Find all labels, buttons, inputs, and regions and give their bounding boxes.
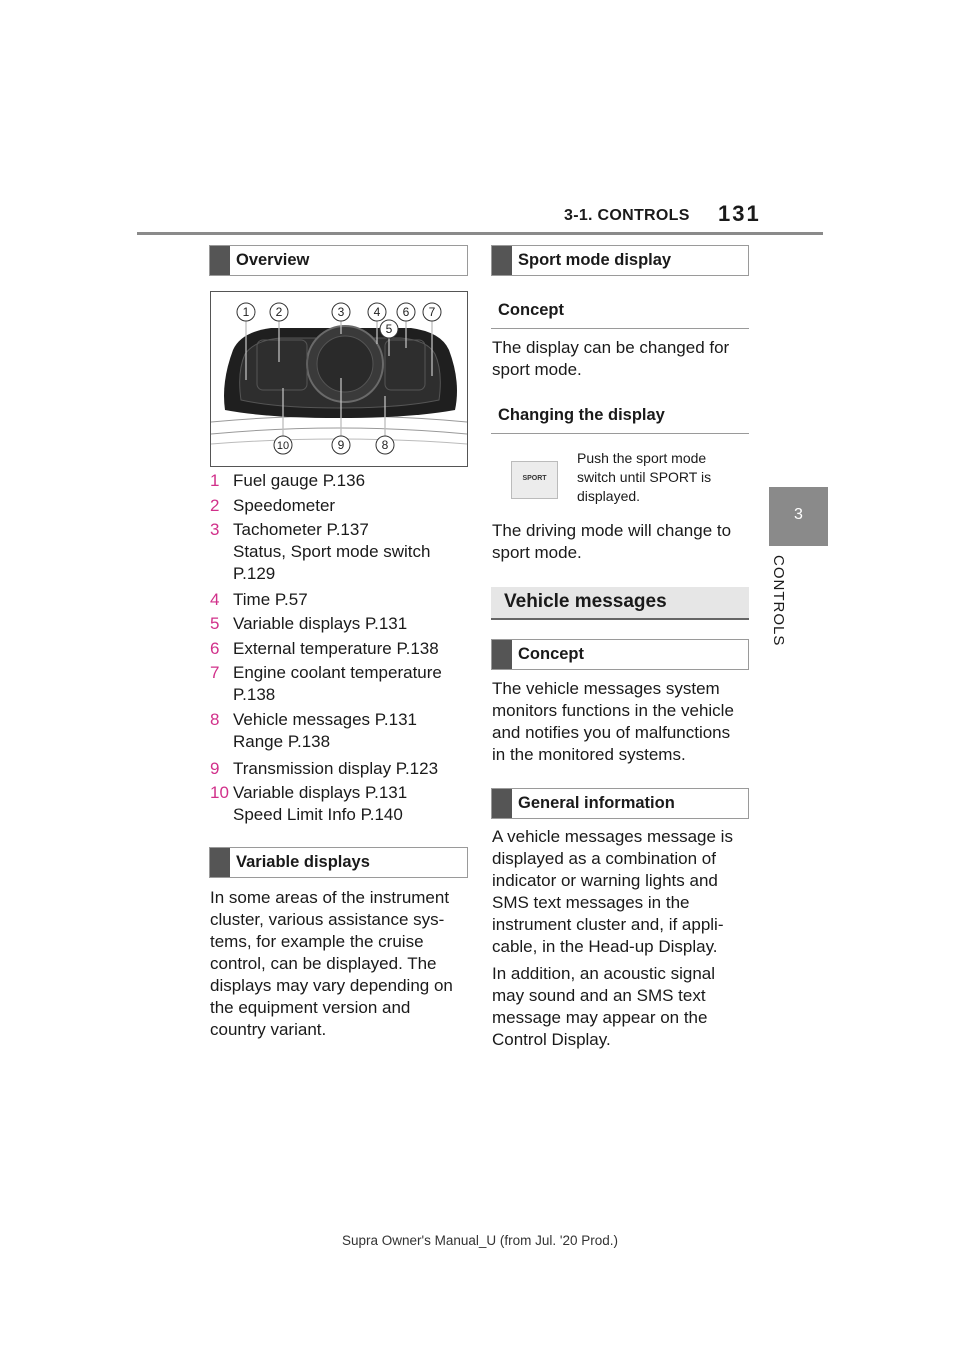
legend-number: 10 — [210, 783, 229, 802]
cluster-drawing — [211, 292, 467, 466]
instrument-cluster-illustration — [210, 291, 468, 467]
legend-label: Vehicle messages P.131 Range P.138 — [233, 710, 417, 751]
legend-number: 6 — [210, 639, 220, 658]
sport-switch-icon — [511, 461, 558, 499]
legend-label: Transmission display P.123 — [233, 759, 439, 778]
page-footer: Supra Owner's Manual_U (from Jul. '20 Prod.) — [341, 1233, 618, 1248]
overview-heading: Overview — [209, 245, 468, 276]
legend-number: 5 — [210, 614, 220, 633]
legend-number: 9 — [210, 759, 220, 778]
vehicle-messages-concept-heading: Concept — [491, 639, 749, 670]
legend-number: 2 — [210, 496, 220, 515]
callout-10: 10 — [276, 440, 290, 452]
sport-mode-heading: Sport mode display — [491, 245, 749, 276]
callout-1: 1 — [242, 305, 250, 319]
legend-label: External temperature P.138 — [233, 639, 439, 658]
legend-number: 7 — [210, 663, 220, 682]
callout-5: 5 — [385, 322, 393, 336]
concept-subheading: Concept — [498, 301, 564, 319]
header-rule — [137, 232, 823, 235]
legend-label: Time P.57 — [233, 590, 308, 609]
callout-4: 4 — [373, 305, 381, 319]
general-information-heading: General information — [491, 788, 749, 819]
chapter-tab-label: CONTROLS — [770, 555, 787, 647]
legend-label: Variable displays P.131 — [233, 614, 408, 633]
legend-number: 4 — [210, 590, 220, 609]
vehicle-messages-heading: Vehicle messages — [491, 587, 749, 620]
legend-number: 1 — [210, 471, 220, 490]
variable-displays-text: In some areas of the instrument cluster, various assistance sys- tems, for example the cruise control, can be displayed. The displays may vary depending on the equipment version and country variant. — [210, 888, 453, 1039]
legend-label: Fuel gauge P.136 — [233, 471, 366, 490]
legend-label: Engine coolant temperature P.138 — [233, 663, 442, 704]
legend-number: 8 — [210, 710, 220, 729]
driving-mode-text: The driving mode will change to sport mode. — [492, 521, 732, 562]
callout-3: 3 — [337, 305, 345, 319]
callout-6: 6 — [402, 305, 410, 319]
callout-8: 8 — [381, 438, 389, 452]
changing-display-rule — [491, 433, 749, 434]
callout-9: 9 — [337, 438, 345, 452]
legend-label: Tachometer P.137 Status, Sport mode switch P.129 — [233, 520, 431, 583]
push-instructions: Push the sport mode switch until SPORT is displayed. — [577, 450, 712, 504]
changing-display-subheading: Changing the display — [498, 406, 665, 424]
legend-label: Variable displays P.131 Speed Limit Info P.140 — [233, 783, 408, 824]
concept-text: The display can be changed for sport mode. — [492, 338, 730, 379]
vehicle-messages-concept-text: The vehicle messages system monitors functions in the vehicle and notifies you of malfunctions in the monitored systems. — [492, 679, 734, 764]
variable-displays-heading: Variable displays — [209, 847, 468, 878]
callout-7: 7 — [428, 305, 436, 319]
callout-2: 2 — [275, 305, 283, 319]
concept-rule — [491, 328, 749, 329]
section-title: 3-1. CONTROLS — [564, 207, 690, 224]
chapter-tab-number: 3 — [794, 506, 803, 523]
general-information-text: A vehicle messages message is displayed as a combination of indicator or warning lights and SMS text messages in the instrument cluster and, if appli- cable, in the Head-up Display. — [492, 827, 733, 956]
acoustic-signal-text: In addition, an acoustic signal may sound and an SMS text message may appear on the Control Display. — [492, 964, 716, 1049]
sport-switch-icon-label: SPORT — [522, 475, 547, 482]
page-number: 131 — [718, 201, 761, 226]
legend-label: Speedometer — [233, 496, 336, 515]
legend-number: 3 — [210, 520, 220, 539]
